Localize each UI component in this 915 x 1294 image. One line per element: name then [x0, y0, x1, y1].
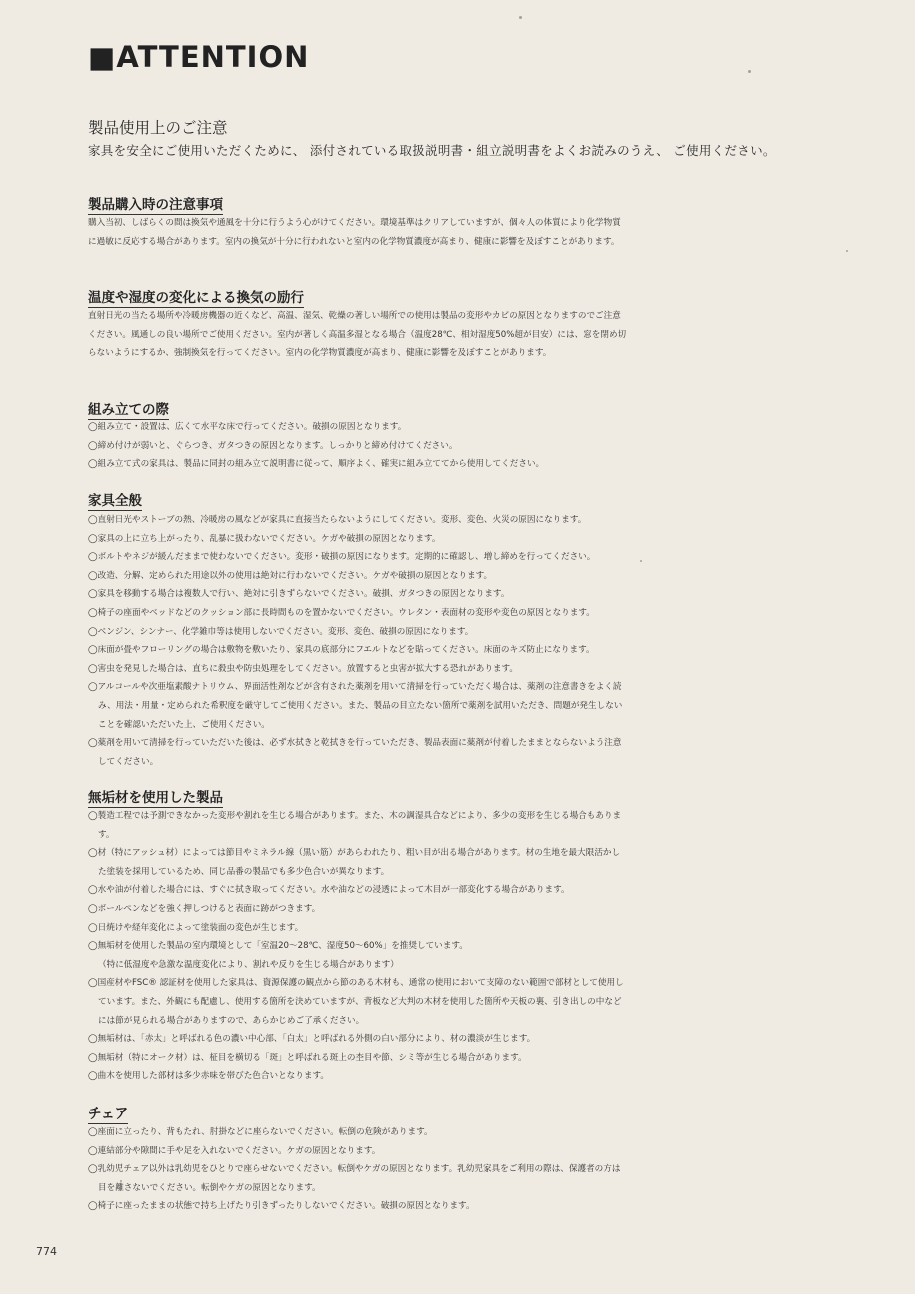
list-item: ◯水や油が付着した場合には、すぐに拭き取ってください。水や油などの浸透によって木目が一部変化する場合があります。 [88, 885, 570, 896]
section-text-ventilation: 直射日光の当たる場所や冷暖房機器の近くなど、高温、湿気、乾燥の著しい場所での使用は製品の変形やカビの原因となりますのでご注意ください。風通しの良い場所でご使用ください。室内が著しく高温多湿となる場合（温度28℃、相対湿度50%超が目安）には、窓を閉め切らないようにするか、強制換気を行ってください。室内の化学物質濃度が高まり、健康に影響を及ぼすことがあります。 [88, 311, 627, 359]
list-item: ◯国産材やFSC® 認証材を使用した家具は、資源保護の観点から節のある木材も、通常の使用において支障のない範囲で部材として使用しています。また、外観にも配慮し、使用する箇所を決めていますが、背板など大判の木材を使用した箇所や天板の裏、引き出しの中などには節が見られる場合がありますので、あらかじめご了承ください。 [88, 978, 624, 1026]
section-heading-purchase: 製品購入時の注意事項 [88, 193, 223, 215]
section-heading-general: 家具全般 [88, 489, 142, 511]
list-item: ◯座面に立ったり、背もたれ、肘掛などに座らないでください。転倒の危険があります。 [88, 1127, 433, 1137]
list-note: （特に低湿度や急激な温度変化により、割れや反りを生じる場合があります） [98, 959, 399, 970]
section-heading-solid-wood: 無垢材を使用した製品 [88, 786, 223, 808]
list-item: ◯アルコールや次亜塩素酸ナトリウム、界面活性剤などが含有された薬剤を用いて清掃を行っていただく場合は、薬剤の注意書きをよく読み、用法・用量・定められた希釈度を厳守してご使用ください。また、製品の目立たない箇所で薬剤を試用いただき、問題が発生しないことを確認いただいた上、ご使用ください。 [88, 682, 623, 730]
section-text-purchase: 購入当初、しばらくの間は換気や通風を十分に行うよう心がけてください。環境基準はクリアしていますが、個々人の体質により化学物質に過敏に反応する場合があります。室内の換気が十分に行われないと室内の化学物質濃度が高まり、健康に影響を及ぼすことがあります。 [88, 218, 621, 247]
section-heading-chair: チェア [88, 1102, 128, 1124]
list-item: ◯椅子に座ったままの状態で持ち上げたり引きずったりしないでください。破損の原因となります。 [88, 1201, 475, 1212]
list-item: ◯無垢材を使用した製品の室内環境として「室温20～28℃、湿度50～60%」を推奨しています。 [88, 941, 468, 952]
list-item: ◯床面が畳やフローリングの場合は敷物を敷いたり、家具の底部分にフエルトなどを貼ってください。床面のキズ防止になります。 [88, 645, 595, 656]
paper-speck [640, 560, 642, 562]
list-item: ◯害虫を発見した場合は、直ちに殺虫や防虫処理をしてください。放置すると虫害が拡大する恐れがあります。 [88, 663, 519, 674]
list-item: ◯材（特にアッシュ材）によっては節目やミネラル線（黒い筋）があらわれたり、粗い目が出る場合があります。材の生地を最大限活かした塗装を採用しているため、同じ品番の製品でも多少色合いが異なります。 [88, 848, 621, 877]
list-item: ◯ボルトやネジが緩んだままで使わないでください。変形・破損の原因になります。定期的に確認し、増し締めを行ってください。 [88, 552, 596, 563]
list-item: ◯家具を移動する場合は複数人で行い、絶対に引きずらないでください。破損、ガタつきの原因となります。 [88, 589, 510, 600]
list-item: ◯家具の上に立ち上がったり、乱暴に扱わないでください。ケガや破損の原因となります。 [88, 533, 441, 544]
list-item: ◯日焼けや経年変化によって塗装面の変色が生じます。 [88, 922, 304, 933]
paper-speck [519, 16, 522, 19]
assembly-list [88, 418, 628, 474]
list-item: ◯組み立て・設置は、広くて水平な床で行ってください。破損の原因となります。 [88, 422, 407, 432]
list-item: ◯薬剤を用いて清掃を行っていただいた後は、必ず水拭きと乾拭きを行っていただき、製品表面に薬剤が付着したままとならないよう注意してください。 [88, 738, 622, 767]
paper-speck [846, 250, 848, 252]
list-item: ◯無垢材（特にオーク材）は、柾目を横切る「斑」と呼ばれる斑上の杢目や節、シミ等が生じる場合があります。 [88, 1052, 527, 1063]
list-item: ◯締め付けが弱いと、ぐらつき、ガタつきの原因となります。しっかりと締め付けてください。 [88, 440, 458, 451]
page-number: 774 [36, 1245, 57, 1258]
solid-wood-list [88, 807, 628, 1086]
intro-heading: 製品使用上のご注意 [88, 119, 228, 137]
list-item: ◯直射日光やストーブの熱、冷暖房の風などが家具に直接当たらないようにしてください。変形、変色、火災の原因になります。 [88, 515, 587, 525]
list-item: ◯連結部分や隙間に手や足を入れないでください。ケガの原因となります。 [88, 1145, 381, 1156]
list-item: ◯改造、分解、定められた用途以外の使用は絶対に行わないでください。ケガや破損の原因となります。 [88, 570, 493, 581]
list-item: ◯無垢材は、「赤太」と呼ばれる色の濃い中心部、「白太」と呼ばれる外側の白い部分により、材の濃淡が生じます。 [88, 1034, 536, 1045]
section-heading-assembly: 組み立ての際 [88, 398, 169, 420]
list-item: ◯ボールペンなどを強く押しつけると表面に跡がつきます。 [88, 903, 321, 914]
intro-text: 家具を安全にご使用いただくために、 添付されている取扱説明書・組立説明書をよくお読みのうえ、 ご使用ください。 [88, 143, 776, 158]
list-item: ◯組み立て式の家具は、製品に同封の組み立て説明書に従って、順序よく、確実に組み立ててから使用してください。 [88, 459, 545, 470]
list-item: ◯製造工程では予測できなかった変形や割れを生じる場合があります。また、木の調湿具合などにより、多少の変形を生じる場合もあります。 [88, 811, 622, 840]
chair-list [88, 1123, 628, 1216]
general-list [88, 511, 628, 771]
list-item: ◯曲木を使用した部材は多少赤味を帯びた色合いとなります。 [88, 1071, 329, 1082]
list-item: ◯乳幼児チェア以外は乳幼児をひとりで座らせないでください。転倒やケガの原因となります。乳幼児家具をご利用の際は、保護者の方は目を離さないでください。転倒やケガの原因となります。 [88, 1164, 621, 1193]
section-heading-ventilation: 温度や湿度の変化による換気の励行 [88, 286, 304, 308]
list-item: ◯ベンジン、シンナー、化学雑巾等は使用しないでください。変形、変色、破損の原因になります。 [88, 626, 474, 637]
list-item: ◯椅子の座面やベッドなどのクッション部に長時間ものを置かないでください。ウレタン・表面材の変形や変色の原因となります。 [88, 607, 595, 618]
page-title: ■ATTENTION [88, 40, 310, 74]
paper-speck [748, 70, 751, 73]
